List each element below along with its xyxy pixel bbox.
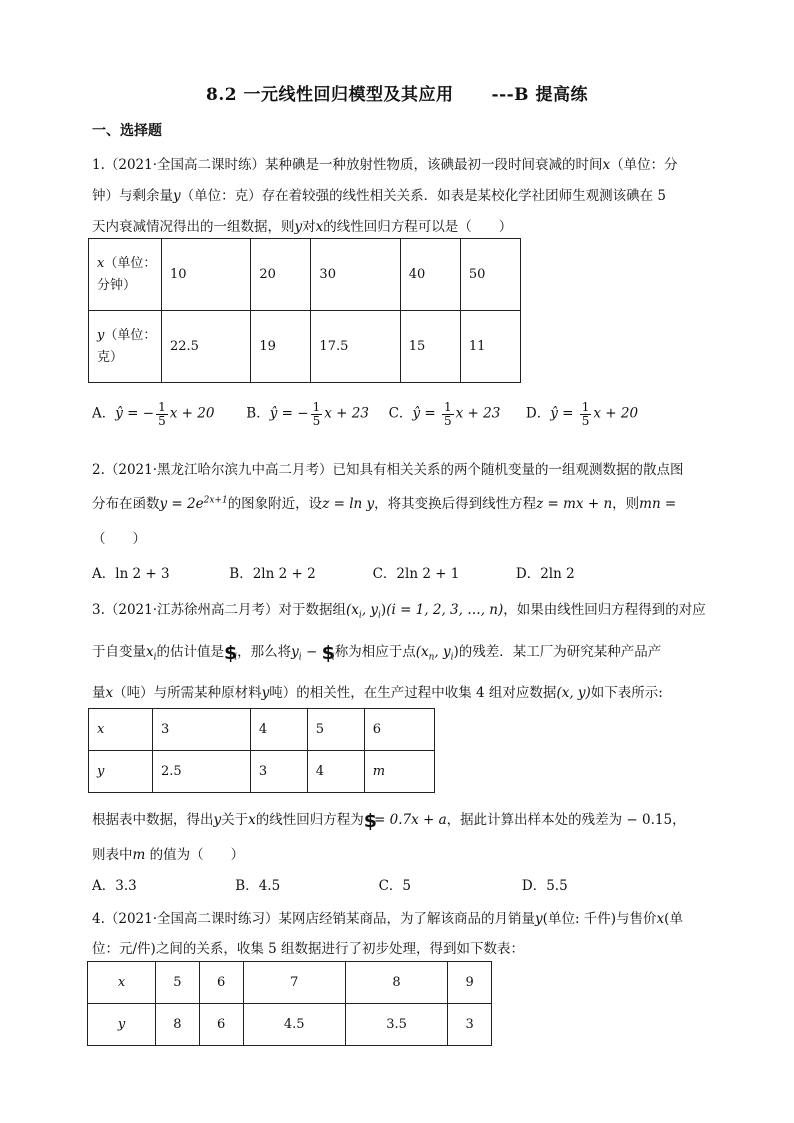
q1-row-y (89, 311, 521, 383)
garbled-yhat-glyph: $ (224, 642, 235, 664)
q2-line3: （ ） (92, 531, 146, 547)
q2-option-c: C．2ln 2 + 1 (372, 566, 460, 582)
q3-row-x (89, 709, 435, 751)
q1-x-cell: 40 (400, 239, 460, 311)
q3-line3: 量x（吨）与所需某种原材料y吨）的相关性，在生产过程中收集 4 组对应数据(x, y)如下表所示: (92, 685, 663, 701)
q1-y-cell: 17.5 (311, 311, 400, 383)
q3-option-a: A．3.3 (92, 878, 137, 894)
q1-y-cell: 22.5 (162, 311, 251, 383)
q1-x-cell: 10 (162, 239, 251, 311)
q1-option-c: C．ŷ = $\frac{1}{5}$ x + 23 (388, 400, 501, 428)
q1-header-y: y（单位： 克） (89, 311, 162, 383)
q1-y-cell: 19 (251, 311, 311, 383)
garbled-yhat-glyph: $ (363, 810, 374, 832)
q3-y-cell: 4 (307, 751, 364, 793)
q3-x-cell: 4 (250, 709, 307, 751)
q1-x-cell: 30 (311, 239, 400, 311)
q1-line2: 钟）与剩余量y（单位：克）存在着较强的线性相关关系．如表是某校化学社团师生观测该碘在 5 (92, 188, 667, 204)
section-heading: 一、选择题 (92, 123, 162, 139)
q1-x-cell: 20 (251, 239, 311, 311)
q4-line1: 4.（2021·全国高二课时练习）某网店经销某商品，为了解该商品的月销量y(单位: 千件)与售价x(单 (92, 911, 683, 927)
page-title (0, 80, 794, 105)
q4-row-y (88, 1004, 492, 1046)
q1-y-cell: 15 (400, 311, 460, 383)
q2-option-a: A．ln 2 + 3 (92, 566, 170, 582)
q2-option-d: D．2ln 2 (515, 566, 575, 582)
q3-y-cell: 2.5 (153, 751, 251, 793)
q4-header-x: x (88, 962, 156, 1004)
q3-y-cell: m (364, 751, 434, 793)
q3-option-c: C．5 (378, 878, 412, 894)
q3-x-cell: 5 (307, 709, 364, 751)
q3-header-y: y (89, 751, 153, 793)
q3-option-d: D．5.5 (521, 878, 568, 894)
q1-option-d: D．ŷ = $\frac{1}{5}$ x + 20 (525, 400, 639, 428)
q1-line3: 天内衰减情况得出的一组数据，则y对x的线性回归方程可以是（ ） (92, 219, 513, 235)
title-main: 8.2 一元线性回归模型及其应用 (206, 85, 454, 105)
q3-options (92, 874, 568, 894)
q2-line2: 分布在函数$y = 2e^{2x+1}$的图象附近，设z = ln y，将其变换后得到线性方程z = mx + n，则mn = (92, 495, 677, 512)
q3-line4: 根据表中数据，得出y关于x的线性回归方程为$= 0.7x + a，据此计算出样本处的残差为 − 0.15， (92, 810, 686, 832)
q3-header-x: x (89, 709, 153, 751)
q2-line1: 2.（2021·黑龙江哈尔滨九中高二月考）已知具有相关关系的两个随机变量的一组观测数据的散点图 (92, 462, 684, 478)
q3-row-y (89, 751, 435, 793)
q4-line2: 位：元/件)之间的关系，收集 5 组数据进行了初步处理，得到如下数表： (92, 941, 524, 957)
q4-x-cell: 6 (199, 962, 243, 1004)
q3-y-cell: 3 (250, 751, 307, 793)
q4-y-cell: 4.5 (243, 1004, 345, 1046)
q2-option-b: B．2ln 2 + 2 (229, 566, 316, 582)
q4-y-cell: 8 (156, 1004, 200, 1046)
q1-line1: 1.（2021·全国高二课时练）某种碘是一种放射性物质，该碘最初一段时间衰减的时间x（单位：分 (92, 157, 678, 173)
garbled-yhat-glyph: $ (321, 642, 332, 664)
q1-option-b: B．ŷ = − $\frac{1}{5}$ x + 23 (246, 400, 369, 428)
q1-y-cell: 11 (460, 311, 520, 383)
q4-y-cell: 3.5 (345, 1004, 447, 1046)
q1-row-x (89, 239, 521, 311)
q4-x-cell: 5 (156, 962, 200, 1004)
q4-x-cell: 7 (243, 962, 345, 1004)
q3-line5: 则表中m 的值为（ ） (92, 847, 245, 863)
q3-option-b: B．4.5 (235, 878, 281, 894)
q1-x-cell: 50 (460, 239, 520, 311)
q4-x-cell: 9 (448, 962, 492, 1004)
q4-x-cell: 8 (345, 962, 447, 1004)
q1-options (92, 401, 638, 427)
q1-header-x: x（单位： 分钟） (89, 239, 162, 311)
q3-line1: 3.（2021·江苏徐州高二月考）对于数据组($x_i$, $y_i)(i = 1$, 2, 3, …, n)，如果由线性回归方程得到的对应 (92, 602, 706, 621)
q2-options (92, 562, 575, 582)
q4-y-cell: 6 (199, 1004, 243, 1046)
q4-y-cell: 3 (448, 1004, 492, 1046)
q1-option-a: A．ŷ = − $\frac{1}{5}$ x + 20 (92, 400, 215, 428)
q3-data-table (88, 708, 435, 793)
q4-row-x (88, 962, 492, 1004)
q3-x-cell: 6 (364, 709, 434, 751)
q3-line2: 于自变量$x_i$的估计值是$\$_i$，那么将$y_i$ − $\$_i$称为相应于点($x_n$, $y_i$)的残差．某工厂为研究某种产品产 (92, 642, 662, 664)
q1-data-table (88, 238, 521, 383)
q3-x-cell: 3 (153, 709, 251, 751)
title-sub: ---B 提高练 (491, 85, 588, 105)
q4-data-table (87, 961, 492, 1046)
q4-header-y: y (88, 1004, 156, 1046)
